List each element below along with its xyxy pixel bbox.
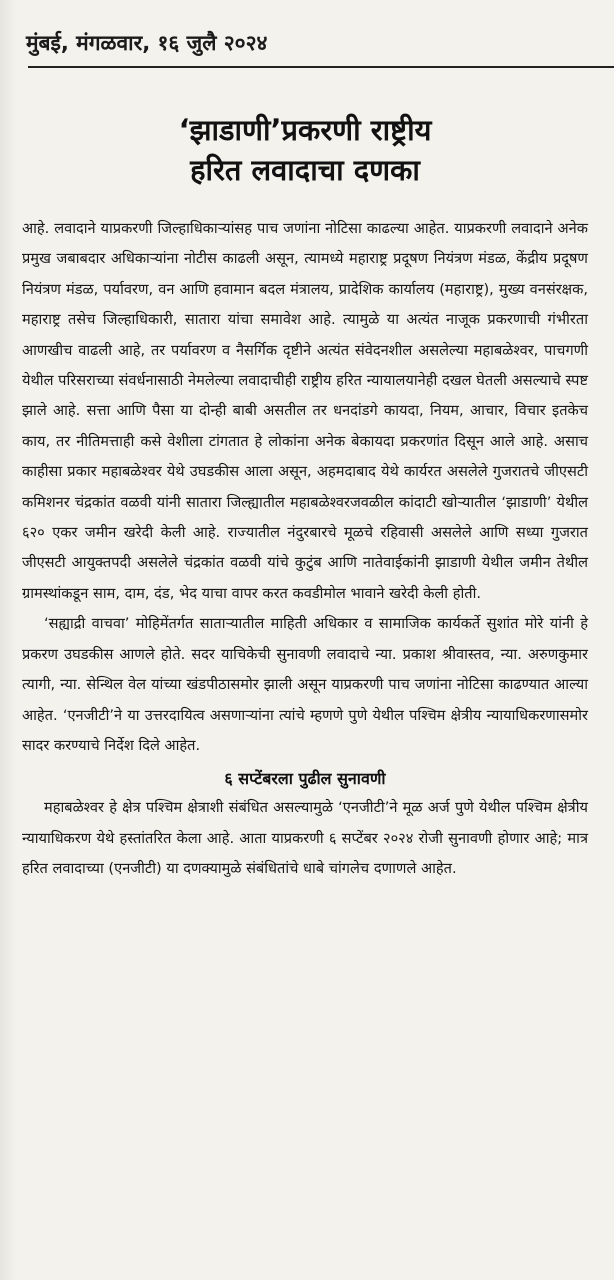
article-paragraph-3: महाबळेश्वर हे क्षेत्र पश्चिम क्षेत्राशी संबंधित असल्यामुळे ‘एनजीटी’ने मूळ अर्ज पुणे येथील पश्चिम क्षेत्रीय न्यायाधिकरण येथे हस्तांतरित केला आहे. आता याप्रकरणी ६ सप्टेंबर २०२४ रोजी सुनावणी होणार आहे; मात्र हरित लवादाच्या (एनजीटी) या दणक्यामुळे संबंधितांचे धाबे चांगलेच दणाणले आहेत. <box>22 799 588 878</box>
article-paragraph-2: ‘सह्याद्री वाचवा’ मोहिमेंतर्गत साताऱ्यातील माहिती अधिकार व सामाजिक कार्यकर्ते सुशांत मोरे यांनी हे प्रकरण उघडकीस आणले होते. सदर याचिकेची सुनावणी लवादाचे न्या. प्रकाश श्रीवास्तव, न्या. अरुणकुमार त्यागी, न्या. सेन्थिल वेल यांच्या खंडपीठासमोर झाली असून याप्रकरणी पाच जणांना नोटिसा काढण्यात आल्या आहेत. ‘एनजीटी’ने या उत्तरदायित्व असणाऱ्यांना त्यांचे म्हणणे पुणे येथील पश्चिम क्षेत्रीय न्यायाधिकरणासमोर सादर करण्याचे निर्देश दिले आहेत. <box>22 615 588 754</box>
headline-line-1: ‘झाडाणी’प्रकरणी राष्ट्रीय <box>178 113 432 147</box>
headline <box>22 110 588 190</box>
headline-line-2: हरित लवादाचा दणका <box>190 153 420 187</box>
article-paragraph-1: आहे. लवादाने याप्रकरणी जिल्हाधिकाऱ्यांसह पाच जणांना नोटिसा काढल्या आहेत. याप्रकरणी लवादाने अनेक प्रमुख जबाबदार अधिकाऱ्यांना नोटीस काढली असून, त्यामध्ये महाराष्ट्र प्रदूषण नियंत्रण मंडळ, केंद्रीय प्रदूषण नियंत्रण मंडळ, पर्यावरण, वन आणि हवामान बदल मंत्रालय, प्रादेशिक कार्यालय (महाराष्ट्र), मुख्य वनसंरक्षक, महाराष्ट्र तसेच जिल्हाधिकारी, सातारा यांचा समावेश आहे. त्यामुळे या अत्यंत नाजूक प्रकरणाची गंभीरता आणखीच वाढली आहे, तर पर्यावरण व नैसर्गिक दृष्टीने अत्यंत संवेदनशील असलेल्या महाबळेश्वर, पाचगणी येथील परिसराच्या संवर्धनासाठी नेमलेल्या लवादाचीही राष्ट्रीय हरित न्यायालयानेही दखल घेतली असल्याचे स्पष्ट झाले आहे. सत्ता आणि पैसा या दोन्ही बाबी असतील तर धनदांडगे कायदा, नियम, आचार, विचार इतकेच काय, तर नीतिमत्ताही कसे वेशीला टांगतात हे लोकांना अनेक बेकायदा प्रकरणांत दिसून आले आहे. असाच काहीसा प्रकार महाबळेश्वर येथे उघडकीस आला असून, अहमदाबाद येथे कार्यरत असलेले गुजरातचे जीएसटी कमिशनर चंद्रकांत वळवी यांनी सातारा जिल्ह्यातील महाबळेश्वरजवळील कांदाटी खोऱ्यातील ‘झाडाणी’ येथील ६२० एकर जमीन खरेदी केली आहे. राज्यातील नंदुरबारचे मूळचे रहिवासी असलेले आणि सध्या गुजरात जीएसटी आयुक्तपदी असलेले चंद्रकांत वळवी यांचे कुटुंब आणि नातेवाईकांनी झाडाणी येथील जमीन तेथील ग्रामस्थांकडून साम, दाम, दंड, भेद याचा वापर करत कवडीमोल भावाने खरेदी केली होती. <box>22 220 588 602</box>
dateline: मुंबई, मंगळवार, १६ जुलै २०२४ <box>26 31 268 55</box>
article-body <box>22 214 588 885</box>
page-edge-shadow <box>0 0 16 1280</box>
subhead: ६ सप्टेंबरला पुढील सुनावणी <box>224 769 386 789</box>
header-rule <box>28 66 614 68</box>
